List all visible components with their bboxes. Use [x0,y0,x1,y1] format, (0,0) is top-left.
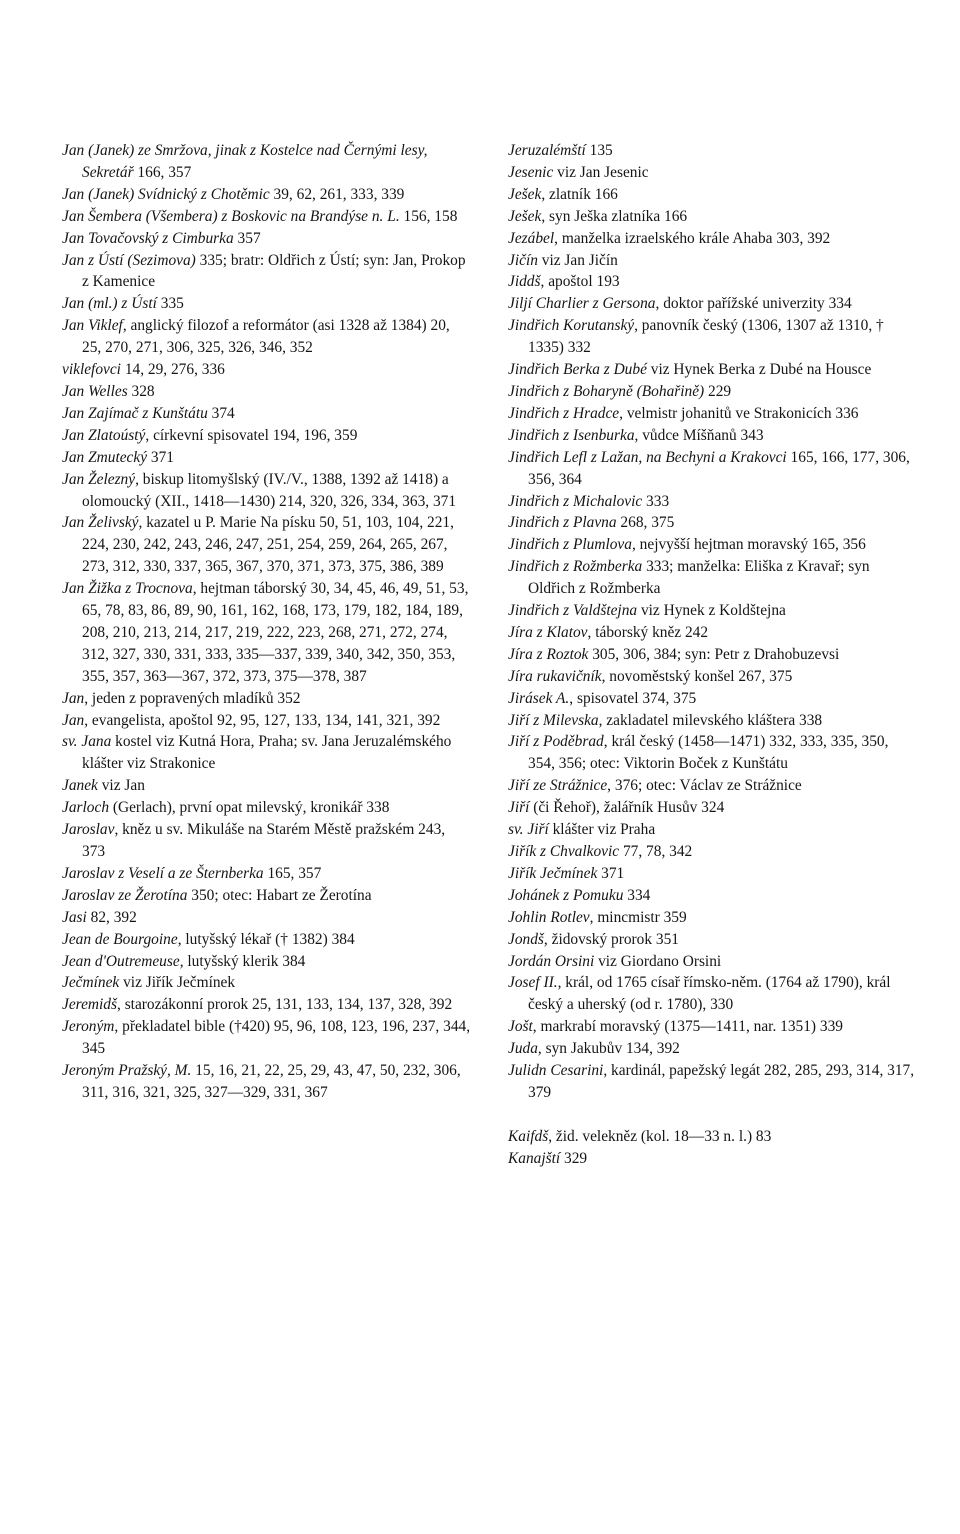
index-references: 350; otec: Habart ze Žerotína [187,886,372,904]
index-column-left [62,140,472,1104]
index-entry [508,512,918,534]
index-headword: Jan z Ústí (Sezimova) [62,251,196,269]
index-entry [62,775,472,797]
index-headword: Jaroslav ze Žerotína [62,886,188,904]
index-references: viz Giordano Orsini [594,952,722,970]
index-entry [62,359,472,381]
index-entry [508,228,918,250]
index-entry [508,491,918,513]
index-headword: Kaifdš [508,1127,549,1145]
index-references: 166, 357 [133,163,192,181]
index-headword: Jičín [508,251,538,269]
index-entry [508,600,918,622]
index-entry [508,162,918,184]
index-headword: Jiří [508,799,530,817]
index-references: (či Řehoř), žalářník Husův 324 [529,799,725,817]
index-entry [508,1148,918,1170]
index-entry [508,841,918,863]
index-headword: Jan (Janek) Svídnický z Chotěmic [62,185,270,203]
index-headword: Josef II. [508,974,558,992]
index-references: , apoštol 193 [540,273,620,291]
index-references: , spisovatel 374, 375 [569,689,697,707]
index-headword: viklefovci [62,361,121,379]
index-references: , zlatník 166 [541,185,618,203]
index-references: 156, 158 [399,207,458,225]
index-headword: Jeruzalémští [508,142,586,159]
index-headword: Jean d'Outremeuse [62,952,180,970]
index-references: , panovník český (1306, 1307 až 1310, † 1335) 332 [528,317,884,357]
index-headword: Jeremidš [62,996,117,1014]
index-references: viz Jiřík Ječmínek [119,974,236,992]
index-entry [62,293,472,315]
index-references: , kněz u sv. Mikuláše na Starém Městě pražském 243, 373 [82,821,446,860]
index-references: 374 [207,404,235,422]
index-entry [62,447,472,469]
index-entry [508,315,918,359]
index-headword: Jindřich Korutanský [508,317,635,335]
index-entry [508,863,918,885]
index-entry [508,534,918,556]
index-headword: Jeroným Pražský, M. [62,1062,192,1080]
index-references: (Gerlach), první opat milevský, kronikář 338 [109,799,390,817]
index-headword: Jindřich z Boharyně (Bohařině) [508,382,705,400]
index-references: 333; manželka: Eliška z Kravař; syn Oldřich z Rožmberka [528,558,870,598]
index-entry [62,710,472,732]
index-references: 329 [560,1149,588,1167]
index-entry [508,447,918,491]
index-references: , doktor pařížské univerzity 334 [655,295,852,313]
index-headword: Jiřík Ječmínek [508,864,598,882]
index-entry [62,951,472,973]
index-entry [508,666,918,688]
index-headword: Jiří ze Strážnice [508,777,608,795]
index-entry [62,994,472,1016]
index-headword: Jiddš [508,273,541,291]
index-headword: Jondš [508,930,544,948]
index-references: 333 [642,492,670,510]
index-references: , lutyšský lékař († 1382) 384 [177,930,355,948]
index-headword: Jan Zajímač z Kunštátu [62,404,208,422]
index-entry [62,731,472,775]
index-entry [62,797,472,819]
index-references: 165, 357 [263,864,322,882]
index-headword: Jindřich Berka z Dubé [508,361,647,379]
index-references: 305, 306, 384; syn: Petr z Drahobuzevsi [588,645,840,663]
index-entry [62,1016,472,1060]
index-headword: Jan Zmutecký [62,448,148,466]
index-headword: Jesenic [508,163,554,181]
index-references: 165, 166, 177, 306, 356, 364 [528,448,910,488]
index-entry [62,819,472,863]
index-references: viz Jan [97,777,145,795]
index-headword: Jošt [508,1018,533,1036]
index-references: , žid. velekněz (kol. 18—33 n. l.) 83 [548,1127,772,1145]
index-references: , táborský kněz 242 [587,623,709,641]
index-entry [62,1060,472,1104]
index-references: viz Jan Jesenic [553,163,649,181]
index-headword: Jindřich z Valdštejna [508,602,638,620]
index-entry [508,907,918,929]
index-entry [62,315,472,359]
index-references: , hejtman táborský 30, 34, 45, 46, 49, 51, 53, 65, 78, 83, 86, 89, 90, 161, 162, 168, 173, 179, 182, 184, 189, 208, 210, 213, 214, 217, 219, 222, 223, 268, 271, 272, 274, 312, 327, 330, 331, 333, 335—337, 339, 340, 342, 350, 353, 355, 357, 363—367, 372, 373, 375—378, 387 [82,580,469,685]
index-references: , mincmistr 359 [589,908,687,926]
index-references: 77, 78, 342 [619,843,693,860]
index-headword: Jan [62,689,85,707]
index-headword: Jindřich Lefl z Lažan, na Bechyni a Krakovci [508,448,787,466]
index-entry [508,644,918,666]
index-references: , 376; otec: Václav ze Strážnice [607,777,802,795]
index-entry [508,1038,918,1060]
index-headword: Jiří z Milevska [508,711,599,729]
index-headword: Jan Šembera (Všembera) z Boskovic na Brandýse n. L. [62,207,400,225]
index-references: , král český (1458—1471) 332, 333, 335, 350, 354, 356; otec: Viktorin Boček z Kunštátu [528,733,889,773]
index-headword: Jaroslav z Veselí a ze Šternberka [62,864,264,882]
index-headword: Jan Želivský [62,514,139,532]
index-headword: Jindřich z Plumlova [508,536,632,554]
index-entry [62,140,472,184]
index-references: , nejvyšší hejtman moravský 165, 356 [631,536,866,554]
index-headword: Julidn Cesarini [508,1062,604,1080]
index-column-right [508,140,918,1170]
index-headword: Janek [62,777,98,795]
index-references: 82, 392 [86,908,137,926]
index-headword: Jan (ml.) z Ústí [62,295,157,313]
index-headword: Ječmínek [62,974,120,992]
index-references: , evangelista, apoštol 92, 95, 127, 133, 134, 141, 321, 392 [84,711,441,729]
index-headword: Jan Viklef [62,317,123,335]
index-headword: Jasi [62,908,87,926]
index-headword: Jindřich z Michalovic [508,492,643,510]
index-entry [62,885,472,907]
index-headword: Jiřík z Chvalkovic [508,843,620,860]
index-headword: Jan Žižka z Trocnova [62,580,193,598]
index-references: 334 [623,886,651,904]
index-entry [62,688,472,710]
index-entry [62,512,472,578]
index-entry [508,688,918,710]
index-entry [508,819,918,841]
index-entry [62,469,472,513]
index-headword: Jordán Orsini [508,952,595,970]
index-entry [508,184,918,206]
index-headword: Kanajští [508,1149,561,1167]
index-headword: Jíra z Klatov [508,623,588,641]
index-entry [508,1060,918,1104]
index-references: , manželka izraelského krále Ahaba 303, 392 [554,229,831,247]
index-headword: Jindřich z Plavna [508,514,617,532]
index-entry [62,381,472,403]
index-headword: Jindřich z Rožmberka [508,558,643,576]
index-headword: Jiří z Poděbrad [508,733,604,751]
index-entry [62,578,472,688]
index-references: 39, 62, 261, 333, 339 [269,185,405,203]
index-entry [508,951,918,973]
index-headword: Johlin Rotlev [508,908,590,926]
index-headword: sv. Jana [62,733,112,751]
index-references: kostel viz Kutná Hora, Praha; sv. Jana Jeruzalémského klášter viz Strakonice [82,733,452,773]
index-entry [508,381,918,403]
index-headword: Jan Zlatoústý [62,426,146,444]
index-headword: Jíra rukavičník [508,667,602,685]
index-entry [508,403,918,425]
index-references: , markrabí moravský (1375—1411, nar. 1351) 339 [532,1018,843,1036]
index-entry [508,1126,918,1148]
index-headword: Juda [508,1040,538,1058]
index-references: viz Jan Jičín [537,251,618,269]
index-references: 14, 29, 276, 336 [120,361,225,379]
index-entry [508,731,918,775]
index-entry [508,556,918,600]
index-references: viz Hynek Berka z Dubé na Housce [646,361,872,379]
index-references: , biskup litomyšlský (IV./V., 1388, 1392 až 1418) a olomoucký (XII., 1418—1430) 214, 320, 326, 334, 363, 371 [82,470,457,510]
index-entry [508,885,918,907]
index-headword: Jiljí Charlier z Gersona [508,295,656,313]
index-references: , král, od 1765 císař římsko-něm. (1764 až 1790), král český a uherský (od r. 1780), 330 [528,974,891,1014]
index-headword: Johánek z Pomuku [508,886,624,904]
index-entry [508,359,918,381]
index-references: , lutyšský klerik 384 [179,952,306,970]
index-references: , novoměstský konšel 267, 375 [601,667,793,685]
index-references: viz Hynek z Koldštejna [637,602,786,620]
index-headword: Jezábel [508,229,555,247]
index-references: 335 [156,295,184,313]
index-references: , jeden z popravených mladíků 352 [84,689,301,707]
index-headword: Jan (Janek) ze Smržova, jinak z Kostelce nad Černými lesy, Sekretář [62,142,428,181]
index-entry [508,271,918,293]
index-headword: Jean de Bourgoine [62,930,178,948]
index-references: , syn Ješka zlatníka 166 [541,207,688,225]
index-references: 229 [704,382,732,400]
index-references: 135 [585,142,613,159]
index-entry [508,929,918,951]
index-entry [508,972,918,1016]
index-entry [508,293,918,315]
index-headword: Ješek [508,185,542,203]
index-entry [62,972,472,994]
index-entry [62,403,472,425]
index-entry [62,425,472,447]
index-entry [62,929,472,951]
index-headword: Jaroslav [62,821,115,839]
index-references: , kazatel u P. Marie Na písku 50, 51, 103, 104, 221, 224, 230, 242, 243, 246, 247, 251, 254, 259, 264, 265, 267, 273, 312, 330, 337, 365, 367, 370, 371, 373, 375, 386, 389 [82,514,454,576]
index-headword: Ješek [508,207,542,225]
index-entry [508,775,918,797]
index-entry [62,863,472,885]
index-entry [62,907,472,929]
index-entry [508,250,918,272]
index-headword: Jan Železný [62,470,136,488]
index-references: 328 [127,382,155,400]
index-entry [62,250,472,294]
index-headword: Jan [62,711,85,729]
index-references: , zakladatel milevského kláštera 338 [598,711,823,729]
index-headword: Jeroným [62,1018,115,1036]
index-references: , starozákonní prorok 25, 131, 133, 134, 137, 328, 392 [117,996,453,1014]
index-references: 335; bratr: Oldřich z Ústí; syn: Jan, Prokop z Kamenice [82,251,466,291]
index-entry [508,797,918,819]
index-references: 371 [147,448,174,466]
index-references: klášter viz Praha [548,821,656,839]
index-references: , židovský prorok 351 [543,930,680,948]
index-headword: Jan Welles [62,382,128,400]
index-entry [508,140,918,162]
index-references: 357 [233,229,261,247]
index-references: 268, 375 [616,514,675,532]
index-headword: Jindřich z Hradce [508,404,620,422]
index-entry [508,425,918,447]
index-entry [508,206,918,228]
index-headword: Jindřich z Isenburka [508,426,635,444]
index-references: , vůdce Míšňanů 343 [634,426,764,444]
index-entry [62,206,472,228]
index-references: , církevní spisovatel 194, 196, 359 [145,426,358,444]
index-references: , kardinál, papežský legát 282, 285, 293, 314, 317, 379 [528,1062,915,1101]
index-headword: sv. Jiří [508,821,549,839]
index-entry [508,622,918,644]
index-headword: Jan Tovačovský z Cimburka [62,229,234,247]
index-references: 371 [597,864,625,882]
index-headword: Jíra z Roztok [508,645,589,663]
index-entry [508,1016,918,1038]
index-entry [508,710,918,732]
index-references: , anglický filozof a reformátor (asi 1328 až 1384) 20, 25, 270, 271, 306, 325, 326, 346, 352 [82,317,450,357]
index-headword: Jarloch [62,799,110,817]
index-references: , syn Jakubův 134, 392 [537,1040,680,1058]
index-entry [62,228,472,250]
index-references: , velmistr johanitů ve Strakonicích 336 [619,404,859,422]
index-headword: Jirásek A. [508,689,570,707]
index-entry [62,184,472,206]
index-references: 15, 16, 21, 22, 25, 29, 43, 47, 50, 232, 306, 311, 316, 321, 325, 327—329, 331, 367 [82,1062,461,1101]
index-references: , překladatel bible (†420) 95, 96, 108, 123, 196, 237, 344, 345 [82,1018,471,1058]
